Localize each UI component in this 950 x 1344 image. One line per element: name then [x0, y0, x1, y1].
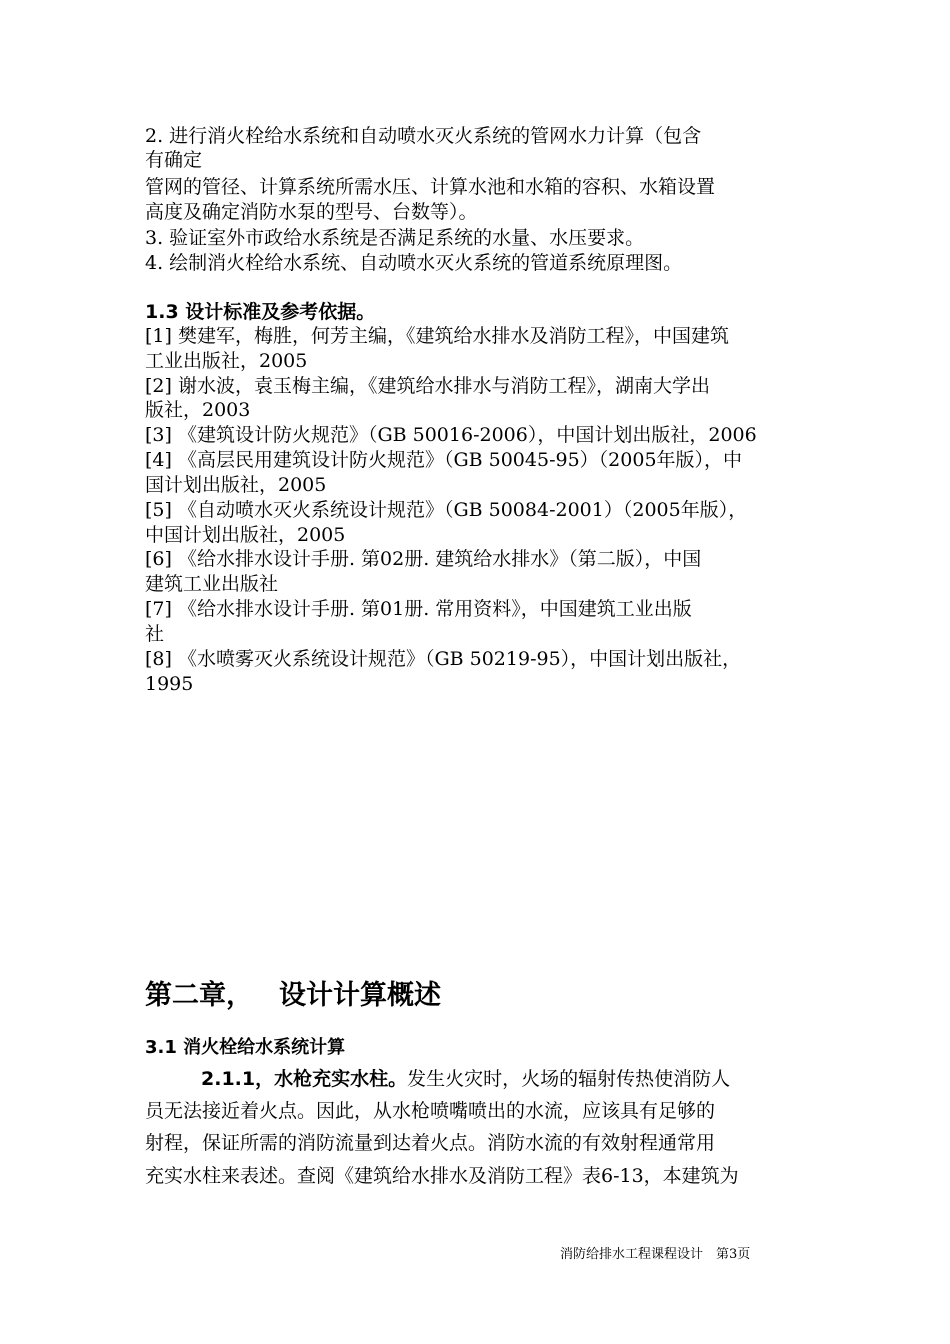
reference-line: 版社，2003 — [145, 399, 251, 421]
paragraph-label: 2.1.1，水枪充实水柱。 — [201, 1068, 408, 1090]
paragraph-line: 充实水柱来表述。查阅《建筑给水排水及消防工程》表6-13，本建筑为 — [145, 1165, 739, 1187]
reference-line: [6] 《给水排水设计手册. 第02册. 建筑给水排水》（第二版），中国 — [145, 548, 702, 570]
section-heading: 3.1 消火栓给水系统计算 — [145, 1037, 346, 1058]
paragraph-line: 射程，保证所需的消防流量到达着火点。消防水流的有效射程通常用 — [145, 1132, 716, 1154]
reference-line: 国计划出版社，2005 — [145, 474, 327, 496]
reference-line: [2] 谢水波，袁玉梅主编，《建筑给水排水与消防工程》，湖南大学出 — [145, 375, 710, 397]
reference-line: 社 — [145, 623, 165, 645]
reference-line: 中国计划出版社，2005 — [145, 524, 346, 546]
task-line: 高度及确定消防水泵的型号、台数等）。 — [145, 201, 478, 223]
reference-line: 工业出版社，2005 — [145, 350, 308, 372]
task-line: 有确定 — [145, 149, 203, 171]
reference-line: [8] 《水喷雾灭火系统设计规范》（GB 50219-95），中国计划出版社， — [145, 648, 742, 670]
reference-line: 建筑工业出版社 — [145, 573, 279, 595]
reference-line: [4] 《高层民用建筑设计防火规范》（GB 50045-95）（2005年版），中 — [145, 449, 743, 471]
paragraph-text: 发生火灾时，火场的辐射传热使消防人 — [407, 1068, 731, 1090]
reference-line: [7] 《给水排水设计手册. 第01册. 常用资料》，中国建筑工业出版 — [145, 598, 692, 620]
task-line: 4. 绘制消火栓给水系统、自动喷水灭火系统的管道系统原理图。 — [145, 252, 683, 274]
task-line: 2. 进行消火栓给水系统和自动喷水灭火系统的管网水力计算（包含 — [145, 125, 702, 147]
reference-line: [3] 《建筑设计防火规范》（GB 50016-2006），中国计划出版社，2006 — [145, 424, 757, 446]
task-line: 3. 验证室外市政给水系统是否满足系统的水量、水压要求。 — [145, 227, 645, 249]
chapter-number: 第二章， — [145, 980, 253, 1011]
page-footer: 消防给排水工程课程设计 第3页 — [560, 1247, 751, 1262]
section-heading: 1.3 设计标准及参考依据。 — [145, 301, 376, 323]
paragraph-line: 员无法接近着火点。因此，从水枪喷嘴喷出的水流，应该具有足够的 — [145, 1100, 716, 1122]
chapter-title — [145, 978, 441, 1014]
task-line: 管网的管径、计算系统所需水压、计算水池和水箱的容积、水箱设置 — [145, 176, 716, 198]
reference-line: 1995 — [145, 673, 194, 695]
paragraph-line — [201, 1064, 730, 1094]
reference-line: [5] 《自动喷水灭火系统设计规范》（GB 50084-2001）（2005年版）， — [145, 499, 748, 521]
reference-line: [1] 樊建军，梅胜，何芳主编，《建筑给水排水及消防工程》，中国建筑 — [145, 325, 729, 347]
chapter-name: 设计计算概述 — [279, 980, 441, 1011]
